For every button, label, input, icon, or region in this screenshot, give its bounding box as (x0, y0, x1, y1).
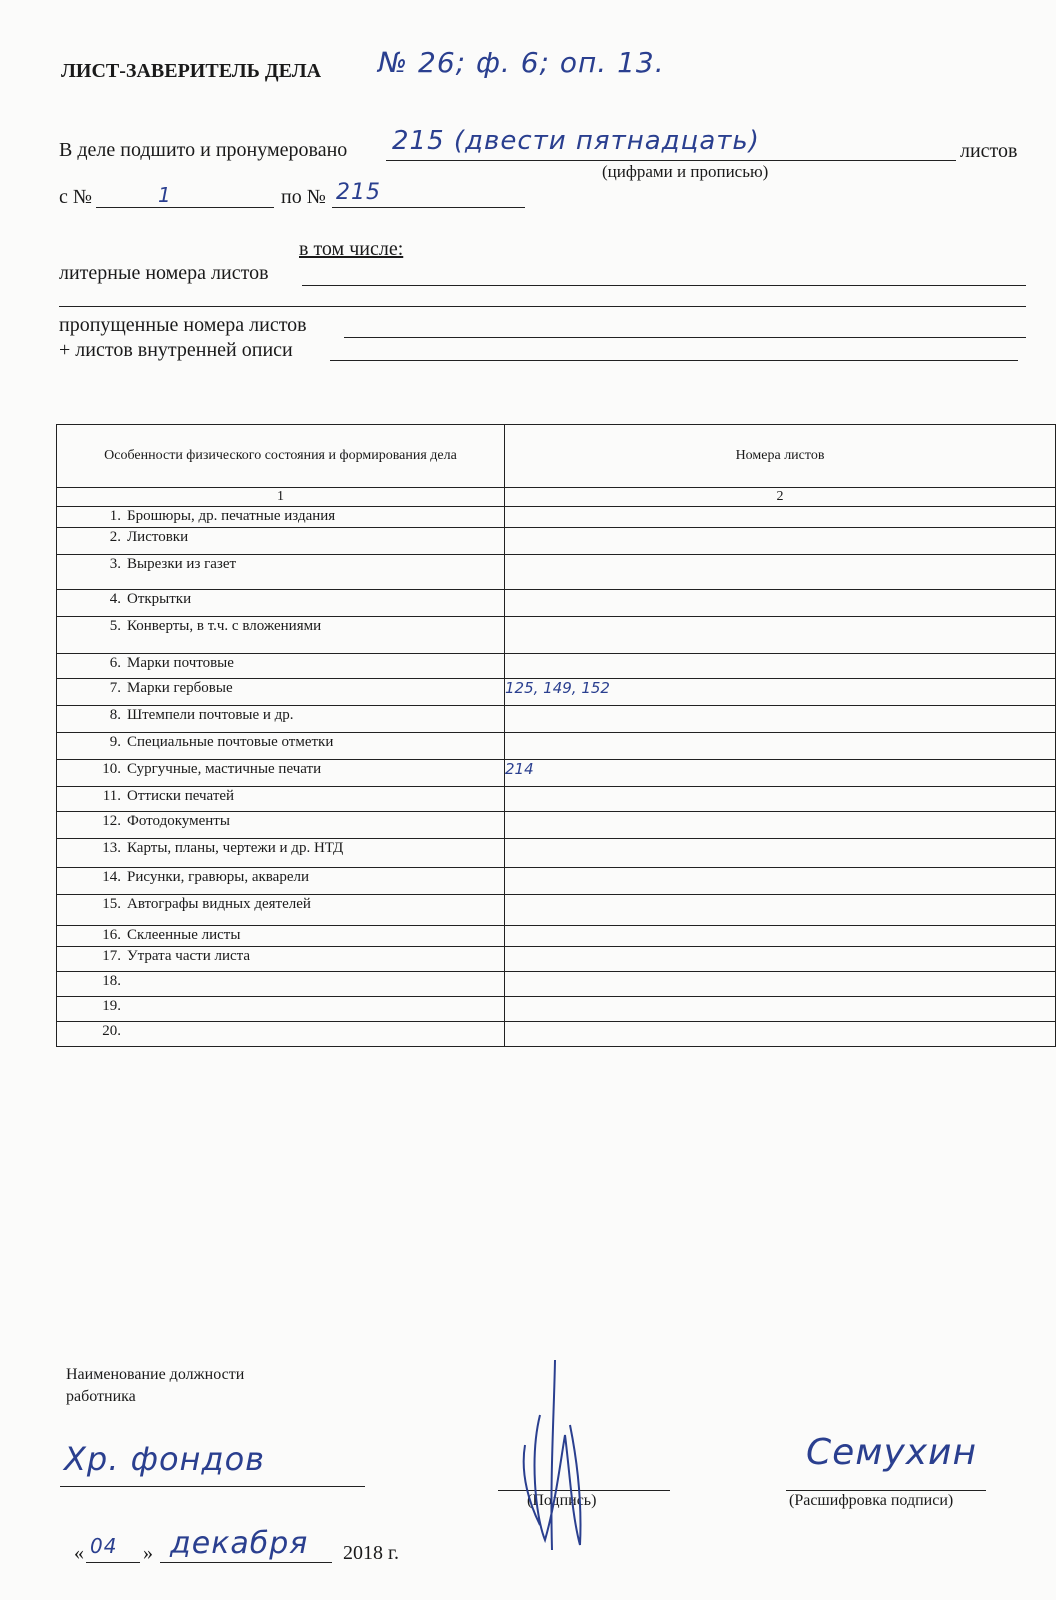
row-sheet-numbers (505, 555, 1056, 590)
table-row (57, 760, 1056, 787)
table-header-row (57, 425, 1056, 488)
row-sheet-numbers (505, 528, 1056, 555)
row-number: 4. (109, 591, 121, 607)
table-row (57, 679, 1056, 706)
position-label-2: работника (66, 1388, 136, 1405)
table-body (57, 507, 1056, 1047)
row-label: Листовки (127, 529, 189, 545)
sheets-suffix: листов (960, 140, 1018, 162)
decode-value: Семухин (806, 1432, 977, 1473)
literal-label: литерные номера листов (59, 262, 269, 284)
row-number: 13. (102, 840, 121, 856)
row-number: 18. (102, 973, 121, 989)
row-feature-cell (57, 507, 505, 528)
row-sheet-numbers (505, 733, 1056, 760)
sheets-count-line (386, 160, 956, 161)
row-number: 3. (109, 556, 121, 572)
row-feature-cell (57, 679, 505, 706)
row-feature-cell (57, 812, 505, 839)
row-feature (57, 812, 504, 830)
col2-header: Номера листов (505, 425, 1056, 488)
row-feature-cell (57, 839, 505, 868)
position-value: Хр. фондов (64, 1440, 265, 1478)
col1-header: Особенности физического состояния и формирования дела (57, 425, 505, 488)
row-label: Фотодокументы (127, 813, 230, 829)
row-number: 2. (109, 529, 121, 545)
row-label: Склеенные листы (127, 927, 241, 943)
row-feature-cell (57, 654, 505, 679)
row-label: Марки гербовые (127, 680, 233, 696)
row-feature (57, 895, 504, 913)
table-row (57, 590, 1056, 617)
row-number: 6. (109, 655, 121, 671)
literal-line (302, 285, 1026, 286)
row-sheet-numbers (505, 654, 1056, 679)
row-sheet-numbers (505, 706, 1056, 733)
row-label: Специальные почтовые отметки (127, 734, 334, 750)
row-feature-cell (57, 895, 505, 926)
row-number: 9. (109, 734, 121, 750)
row-number: 16. (102, 927, 121, 943)
table-row (57, 947, 1056, 972)
row-sheet-numbers (505, 839, 1056, 868)
position-line (60, 1486, 365, 1487)
internal-label: + листов внутренней описи (59, 339, 293, 361)
row-feature (57, 947, 504, 965)
row-feature-cell (57, 926, 505, 947)
table-row (57, 997, 1056, 1022)
from-line (96, 207, 274, 208)
row-number: 20. (102, 1023, 121, 1039)
table-row (57, 733, 1056, 760)
row-feature-cell (57, 972, 505, 997)
row-label: Марки почтовые (127, 655, 234, 671)
from-value: 1 (158, 183, 172, 207)
row-number: 19. (102, 998, 121, 1014)
table-row (57, 555, 1056, 590)
row-feature-cell (57, 947, 505, 972)
col1-number: 1 (57, 488, 505, 507)
row-feature (57, 654, 504, 672)
row-number: 10. (102, 761, 121, 777)
row-sheet-numbers (505, 947, 1056, 972)
table-row (57, 972, 1056, 997)
row-number: 8. (109, 707, 121, 723)
handwritten-sheets-count: 215 (двести пятнадцать) (392, 126, 760, 156)
table-number-row (57, 488, 1056, 507)
internal-line (330, 360, 1018, 361)
to-value: 215 (336, 180, 381, 205)
missing-line (344, 337, 1026, 338)
row-label: Автографы видных деятелей (127, 896, 311, 912)
to-line (332, 207, 525, 208)
row-feature-cell (57, 555, 505, 590)
row-feature (57, 1022, 504, 1040)
row-feature-cell (57, 733, 505, 760)
row-feature-cell (57, 997, 505, 1022)
table-row (57, 706, 1056, 733)
row-feature (57, 706, 504, 724)
row-number: 17. (102, 948, 121, 964)
date-month-line (160, 1562, 332, 1563)
row-number: 7. (109, 680, 121, 696)
table-row (57, 654, 1056, 679)
table-row (57, 926, 1056, 947)
row-feature (57, 760, 504, 778)
row-feature (57, 507, 504, 525)
row-sheet-numbers (505, 787, 1056, 812)
row-feature (57, 926, 504, 944)
signature-icon (510, 1355, 600, 1555)
signature-caption: (Подпись) (527, 1492, 597, 1509)
row-sheet-numbers (505, 972, 1056, 997)
handwritten-case-number: № 26; ф. 6; оп. 13. (378, 46, 665, 79)
row-feature (57, 590, 504, 608)
from-label: с № (59, 186, 92, 208)
date-open: « (74, 1542, 84, 1564)
row-sheet-numbers (505, 895, 1056, 926)
including-label: в том числе: (299, 238, 404, 260)
row-feature (57, 972, 504, 990)
row-label: Вырезки из газет (127, 556, 237, 572)
row-feature-cell (57, 787, 505, 812)
literal-line-2 (59, 306, 1026, 307)
row-feature-cell (57, 617, 505, 654)
row-sheet-numbers (505, 507, 1056, 528)
row-feature (57, 733, 504, 751)
table-row (57, 812, 1056, 839)
table-row (57, 617, 1056, 654)
col2-number: 2 (505, 488, 1056, 507)
decode-line (786, 1490, 986, 1491)
row-sheet-numbers: 214 (505, 760, 1056, 787)
row-sheet-numbers (505, 997, 1056, 1022)
row-feature-cell (57, 1022, 505, 1047)
row-feature (57, 839, 504, 857)
row-feature (57, 528, 504, 546)
row-label: Брошюры, др. печатные издания (127, 508, 336, 524)
row-feature-cell (57, 590, 505, 617)
table-row (57, 1022, 1056, 1047)
row-feature (57, 997, 504, 1015)
row-feature (57, 787, 504, 805)
row-sheet-numbers (505, 812, 1056, 839)
row-sheet-numbers (505, 926, 1056, 947)
row-sheet-numbers: 125, 149, 152 (505, 679, 1056, 706)
row-label: Открытки (127, 591, 192, 607)
row-sheet-numbers (505, 1022, 1056, 1047)
row-label: Утрата части листа (127, 948, 251, 964)
row-number: 11. (102, 788, 121, 804)
row-number: 1. (109, 508, 121, 524)
row-number: 5. (109, 618, 121, 634)
table-row (57, 507, 1056, 528)
row-label: Рисунки, гравюры, акварели (127, 869, 310, 885)
row-number: 15. (102, 896, 121, 912)
row-feature-cell (57, 760, 505, 787)
date-close: » (143, 1542, 153, 1564)
physical-condition-table (56, 424, 1056, 1047)
row-feature (57, 679, 504, 697)
to-label: по № (281, 186, 326, 208)
table-row (57, 868, 1056, 895)
missing-label: пропущенные номера листов (59, 314, 307, 336)
table-row (57, 787, 1056, 812)
date-year: 2018 г. (343, 1542, 399, 1564)
date-day: 04 (90, 1534, 118, 1558)
position-label-1: Наименование должности (66, 1366, 245, 1383)
row-feature (57, 617, 504, 635)
row-feature (57, 868, 504, 886)
row-number: 12. (102, 813, 121, 829)
row-label: Конверты, в т.ч. с вложениями (127, 618, 322, 634)
row-label: Оттиски печатей (127, 788, 235, 804)
row-label: Штемпели почтовые и др. (127, 707, 294, 723)
table-row (57, 895, 1056, 926)
row-number: 14. (102, 869, 121, 885)
date-day-line (86, 1562, 140, 1563)
decode-caption: (Расшифровка подписи) (789, 1492, 954, 1509)
row-feature (57, 555, 504, 573)
table-row (57, 528, 1056, 555)
row-feature-cell (57, 706, 505, 733)
row-sheet-numbers (505, 590, 1056, 617)
date-month: декабря (170, 1526, 309, 1561)
row-sheet-numbers (505, 617, 1056, 654)
sheets-prefix: В деле подшито и пронумеровано (59, 139, 348, 161)
document-title: ЛИСТ-ЗАВЕРИТЕЛЬ ДЕЛА (61, 60, 322, 82)
row-feature-cell (57, 868, 505, 895)
sheets-hint: (цифрами и прописью) (602, 162, 769, 181)
row-feature-cell (57, 528, 505, 555)
row-sheet-numbers (505, 868, 1056, 895)
row-label: Карты, планы, чертежи и др. НТД (127, 840, 344, 856)
row-label: Сургучные, мастичные печати (127, 761, 322, 777)
table-row (57, 839, 1056, 868)
